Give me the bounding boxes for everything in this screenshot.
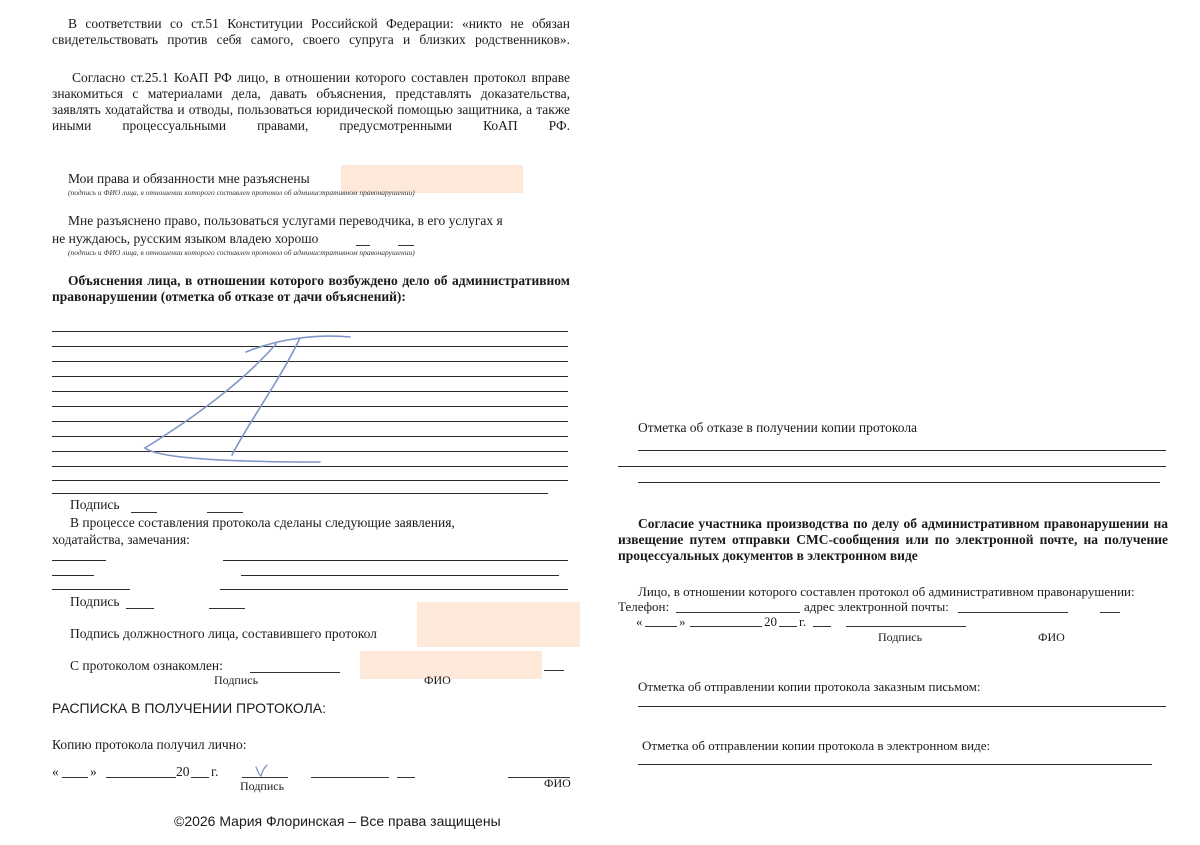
email-label: адрес электронной почты: [804,599,949,614]
consent-day-blank [645,626,677,627]
consent-month-blank [690,626,762,627]
receipt-sig-caption: Подпись [240,779,285,793]
consent-sig-caption: Подпись [878,630,923,644]
consent-person-label: Лицо, в отношении которого составлен протокол об административном правонарушении: [638,584,1135,599]
phone-label: Телефон: [618,599,670,614]
ruled-line [638,764,1152,765]
rights-caption: (подпись и ФИО лица, в отношении которого составлен протокол об административном правонарушении) [68,188,415,197]
consent-year-prefix: 20 [764,614,777,629]
official-signature-label: Подпись должностного лица, составившего протокол [70,626,377,641]
copy-received-label: Копию протокола получил лично: [52,737,247,752]
translator-line-2: не нуждаюсь, русским языком владею хорошо [52,231,319,246]
ruled-line [638,482,1160,483]
signature-label: Подпись [70,497,120,512]
ruled-line [638,450,1166,451]
consent-date-open: « [636,614,643,629]
receipt-year-prefix: 20 [176,764,190,779]
refusal-copy-label: Отметка об отказе в получении копии протокола [638,420,918,435]
receipt-heading: РАСПИСКА В ПОЛУЧЕНИИ ПРОТОКОЛА: [52,700,326,716]
familiar-sig-caption: Подпись [214,673,259,687]
email-blank [958,612,1068,613]
translator-line-1: Мне разъяснено право, пользоваться услугами переводчика, в его услугах я [68,213,503,228]
consent-year-blank [779,626,797,627]
translator-caption: (подпись и ФИО лица, в отношении которого составлен протокол об административном правонарушении) [68,248,415,257]
consent-fio-blank [846,626,966,627]
sent-electronic-label: Отметка об отправлении копии протокола в электронном виде: [642,738,991,753]
signature-label-2: Подпись [70,594,120,609]
consent-heading: Согласие участника производства по делу об административном правонарушении на извещение путем отправки СМС-сообщения или по электронной почте, на получение процессуальных документов в электронном виде [618,516,1168,563]
copyright-footer: ©2026 Мария Флоринская – Все права защищены [174,813,501,829]
rights-explained-label: Мои права и обязанности мне разъяснены [68,171,310,186]
receipt-date-close: » [90,764,97,779]
ruled-line [638,706,1166,707]
familiar-fio-caption: ФИО [424,673,451,687]
email-blank-2 [1100,612,1120,613]
ruled-line [618,466,1166,467]
consent-date-close: » [679,614,686,629]
statements-line-2: ходатайства, замечания: [52,532,190,547]
statements-line-1: В процессе составления протокола сделаны следующие заявления, [70,515,455,530]
familiar-label: С протоколом ознакомлен: [70,658,223,673]
consent-sig-blank [813,626,831,627]
koap-paragraph: Согласно ст.25.1 КоАП РФ лицо, в отношении которого составлен протокол вправе знакомиться с материалами дела, давать объяснения, представлять доказательства, заявлять ходатайства и отводы, пользоваться юридической помощью защитника, а также иными процессуальными правами, предусмотренными КоАП РФ. [52,70,570,133]
receipt-fio-caption: ФИО [544,776,571,790]
phone-blank [676,612,800,613]
receipt-date-open: « [52,764,59,779]
constitution-paragraph: В соответствии со ст.51 Конституции Российской Федерации: «никто не обязан свидетельствовать против себя самого, своего супруга и близких родственников». [52,16,570,47]
explanations-heading: Объяснения лица, в отношении которого возбуждено дело об административном правонарушении (отметка об отказе от дачи объяснений): [52,273,570,304]
sent-registered-label: Отметка об отправлении копии протокола заказным письмом: [638,679,981,694]
receipt-year-suffix: г. [211,764,219,779]
consent-year-suffix: г. [799,614,807,629]
consent-fio-caption: ФИО [1038,630,1065,644]
